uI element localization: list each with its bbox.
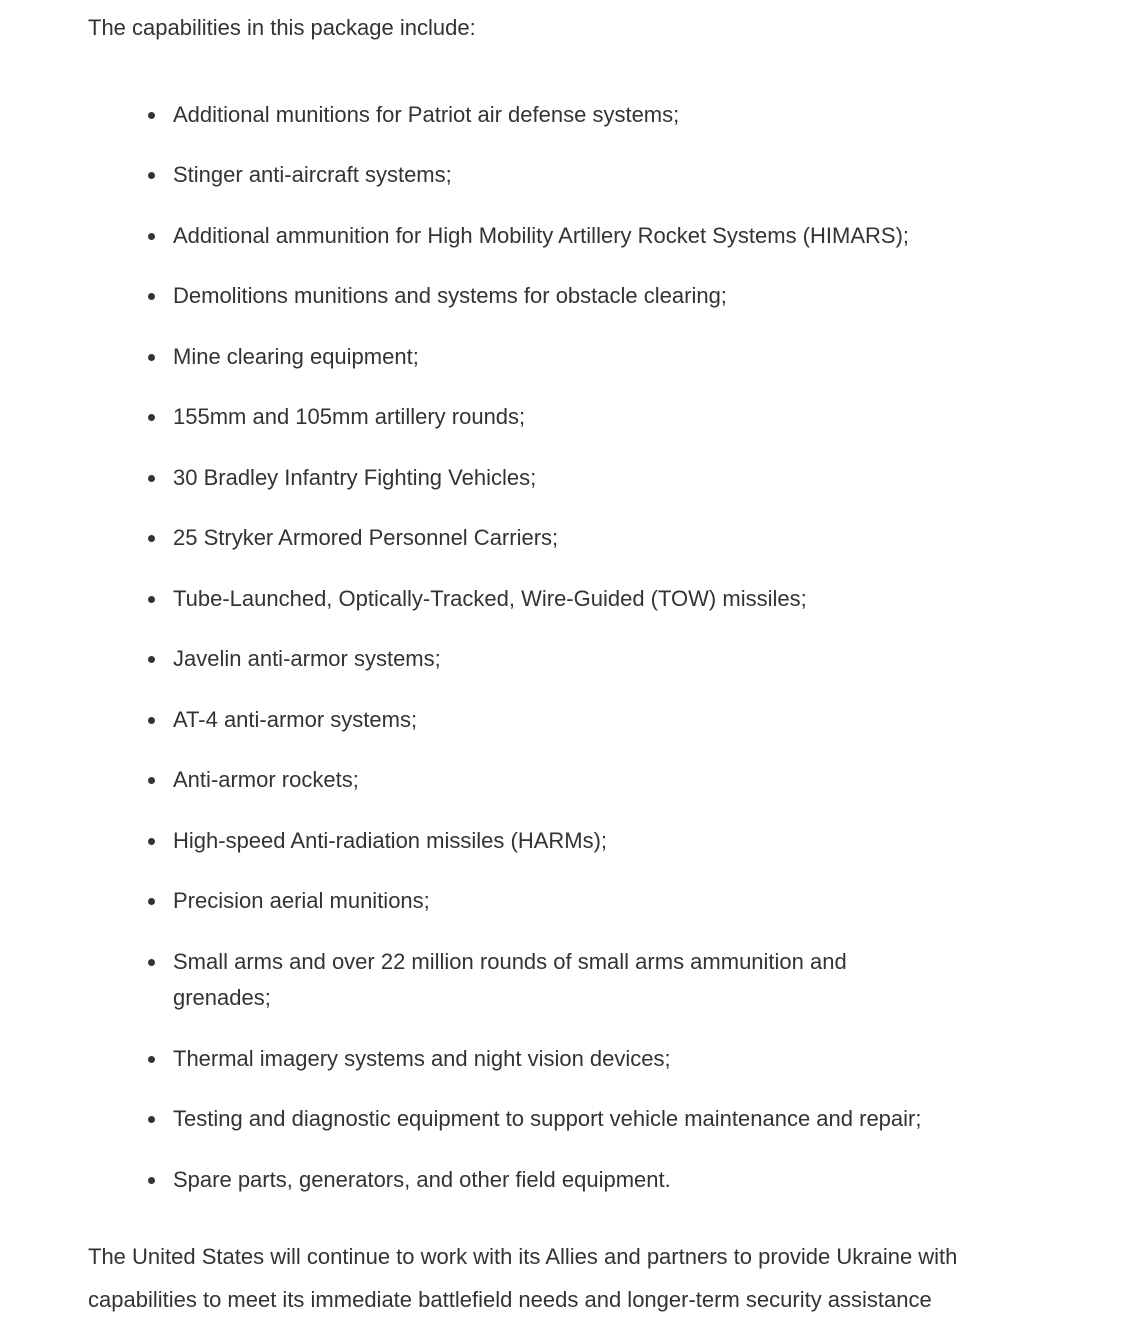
bullet-icon [148, 777, 155, 784]
bullet-icon [148, 898, 155, 905]
list-item-text: 30 Bradley Infantry Fighting Vehicles; [173, 465, 537, 490]
bullet-icon [148, 838, 155, 845]
bullet-icon [148, 1177, 155, 1184]
list-item [173, 278, 1023, 314]
list-item [173, 1101, 1023, 1137]
list-item [173, 339, 1023, 375]
bullet-icon [148, 1056, 155, 1063]
list-item [173, 702, 1023, 738]
bullet-icon [148, 414, 155, 421]
list-item [173, 581, 1023, 617]
list-item-text: Javelin anti-armor systems; [173, 646, 441, 671]
list-item [173, 1162, 1023, 1198]
list-item [173, 399, 1023, 435]
list-item-text: Testing and diagnostic equipment to support vehicle maintenance and repair; [173, 1106, 922, 1131]
bullet-icon [148, 354, 155, 361]
list-item [173, 641, 1023, 677]
list-item-text: 155mm and 105mm artillery rounds; [173, 404, 526, 429]
closing-paragraph: The United States will continue to work with its Allies and partners to provide Ukraine with capabilities to meet its immediate battlefield needs and longer-term security assistance [88, 1244, 958, 1312]
list-item-text: Precision aerial munitions; [173, 888, 430, 913]
list-item-text: Additional munitions for Patriot air defense systems; [173, 102, 680, 127]
bullet-icon [148, 112, 155, 119]
list-item [173, 520, 1023, 556]
list-item [173, 762, 1023, 798]
list-item-text: AT-4 anti-armor systems; [173, 707, 418, 732]
list-item-text: Stinger anti-aircraft systems; [173, 162, 452, 187]
bullet-icon [148, 717, 155, 724]
list-item [173, 460, 1023, 496]
bullet-icon [148, 656, 155, 663]
bullet-icon [148, 1116, 155, 1123]
list-item [173, 883, 1023, 919]
list-item-text: Anti-armor rockets; [173, 767, 359, 792]
article-body [88, 0, 1068, 1312]
list-item [173, 218, 1023, 254]
bullet-icon [148, 475, 155, 482]
bullet-icon [148, 293, 155, 300]
list-item-text: Thermal imagery systems and night vision devices; [173, 1046, 671, 1071]
bullet-icon [148, 233, 155, 240]
list-item-text: Small arms and over 22 million rounds of small arms ammunition and grenades; [173, 949, 847, 1010]
list-item-text: High-speed Anti-radiation missiles (HARMs); [173, 828, 608, 853]
list-item-text: Demolitions munitions and systems for obstacle clearing; [173, 283, 727, 308]
list-item [173, 97, 1023, 133]
list-item-text: Mine clearing equipment; [173, 344, 419, 369]
list-item [173, 1041, 1023, 1077]
bullet-icon [148, 959, 155, 966]
list-item [173, 157, 1023, 193]
intro-paragraph: The capabilities in this package include: [88, 15, 476, 40]
bullet-icon [148, 535, 155, 542]
bullet-icon [148, 596, 155, 603]
list-item-text: 25 Stryker Armored Personnel Carriers; [173, 525, 559, 550]
list-item-text: Additional ammunition for High Mobility Artillery Rocket Systems (HIMARS); [173, 223, 910, 248]
list-item [173, 944, 913, 1016]
list-item-text: Tube-Launched, Optically-Tracked, Wire-Guided (TOW) missiles; [173, 586, 807, 611]
list-item [173, 823, 1023, 859]
list-item-text: Spare parts, generators, and other field equipment. [173, 1167, 671, 1192]
bullet-icon [148, 172, 155, 179]
